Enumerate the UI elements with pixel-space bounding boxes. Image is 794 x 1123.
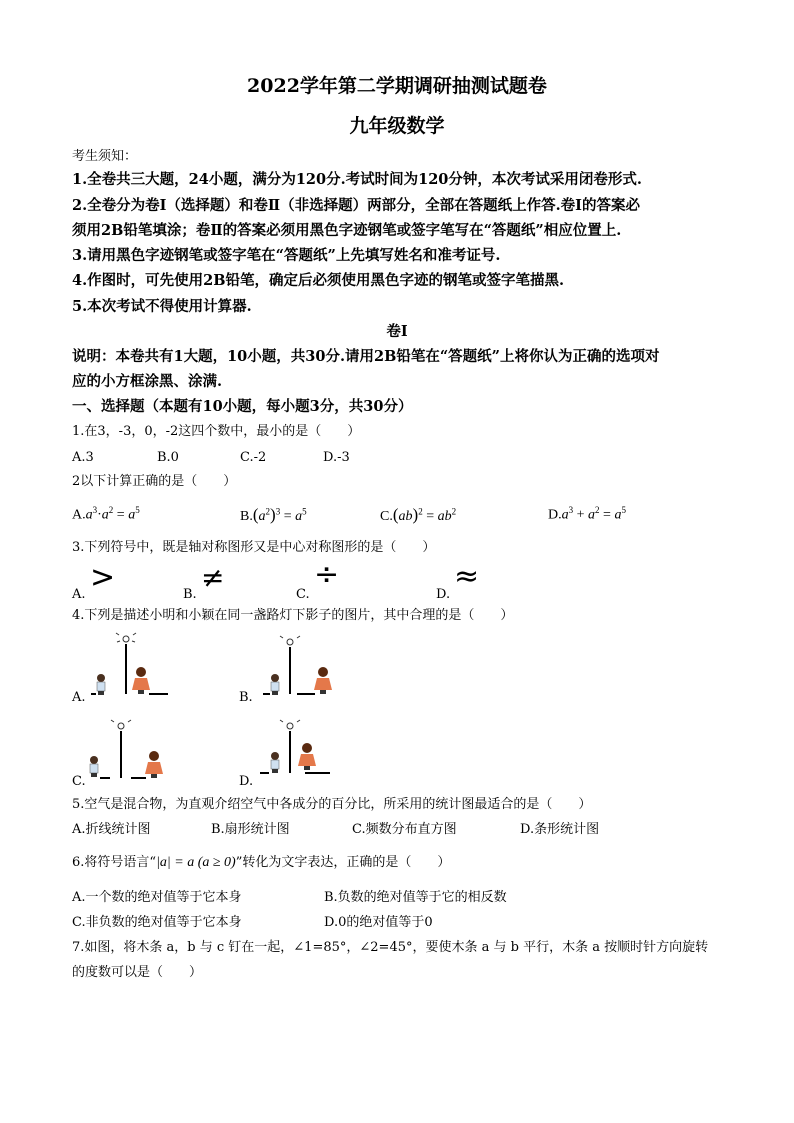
girl-icon <box>145 751 163 778</box>
girl-icon <box>314 667 332 694</box>
q1-option-b: B.0 <box>157 450 179 465</box>
q3-label-c: C. <box>296 587 310 602</box>
q6-option-c: C.非负数的绝对值等于它本身 <box>72 915 242 930</box>
question-6-stem: 6.将符号语言“|a| = a (a ≥ 0)”转化为文字表达，正确的是（ ） <box>72 855 451 870</box>
q5-option-b: B.扇形统计图 <box>211 822 290 837</box>
q4-label-c: C. <box>72 774 86 789</box>
question-2-stem: 2以下计算正确的是（ ） <box>72 474 237 489</box>
question-7-stem: 7.如图，将木条 a，b 与 c 钉在一起，∠1=85°，∠2=45°，要使木条 a 与 b 平行，木条 a 按顺时针方向旋转 <box>72 940 709 955</box>
question-5-stem: 5.空气是混合物，为直观介绍空气中各成分的百分比，所采用的统计图最适合的是（ ） <box>72 797 592 812</box>
q2-option-a: $A.a^3\cdot a^2 = a^5$ <box>72 505 140 523</box>
page-title: 2022学年第二学期调研抽测试题卷 <box>247 75 547 97</box>
girl-icon <box>298 743 316 770</box>
q6-formula: |a| = a (a ≥ 0) <box>156 855 236 870</box>
q1-option-a: A.3 <box>72 450 94 465</box>
q4-label-b: B. <box>239 690 253 705</box>
q4-figure-d <box>255 716 345 786</box>
notice-item: 5.本次考试不得使用计算器. <box>72 298 252 315</box>
lamp-icon <box>280 636 300 694</box>
not-equal-symbol: ≠ <box>201 561 225 594</box>
question-1-stem: 1.在3，-3，0，-2这四个数中，最小的是（ ） <box>72 424 361 439</box>
q3-label-d: D. <box>436 587 451 602</box>
girl-icon <box>132 667 150 694</box>
notice-heading: 考生须知： <box>72 149 138 164</box>
divide-symbol: ÷ <box>314 557 340 592</box>
q4-figure-c <box>86 716 176 786</box>
boy-icon <box>271 674 279 695</box>
lamp-icon <box>111 720 131 778</box>
q6-option-b: B.负数的绝对值等于它的相反数 <box>324 890 507 905</box>
notice-item: 1.全卷共三大题，24小题，满分为120分.考试时间为120分钟，本次考试采用闭卷形式. <box>72 171 642 188</box>
part-title: 一、选择题（本题有10小题，每小题3分，共30分） <box>72 398 413 415</box>
q4-figure-a <box>86 632 176 702</box>
q6-option-a: A.一个数的绝对值等于它本身 <box>72 890 242 905</box>
q3-label-b: B. <box>183 587 197 602</box>
q4-figure-b <box>255 632 345 702</box>
q2-option-b: $B.(a^2)^3 = a^5$ <box>240 505 307 524</box>
boy-icon <box>271 752 279 773</box>
lamp-icon <box>280 720 300 773</box>
greater-than-symbol: > <box>90 560 116 595</box>
notice-item: 须用2B铅笔填涂；卷Ⅱ的答案必须用黑色字迹钢笔或签字笔写在“答题纸”相应位置上. <box>72 222 622 239</box>
q5-option-d: D.条形统计图 <box>520 822 600 837</box>
section-note: 应的小方框涂黑、涂满. <box>72 373 223 390</box>
q1-option-d: D.-3 <box>323 450 350 465</box>
notice-item: 3.请用黑色字迹钢笔或签字笔在“答题纸”上先填写姓名和准考证号. <box>72 247 501 264</box>
q5-option-a: A.折线统计图 <box>72 822 151 837</box>
question-4-stem: 4.下列是描述小明和小颖在同一盏路灯下影子的图片，其中合理的是（ ） <box>72 608 514 623</box>
notice-item: 2.全卷分为卷Ⅰ（选择题）和卷Ⅱ（非选择题）两部分，全部在答题纸上作答.卷Ⅰ的答案必 <box>72 197 640 214</box>
boy-icon <box>97 674 105 695</box>
q4-label-d: D. <box>239 774 254 789</box>
q1-option-c: C.-2 <box>240 450 267 465</box>
section-heading: 卷Ⅰ <box>386 323 408 340</box>
q4-label-a: A. <box>72 690 86 705</box>
lamp-icon <box>116 633 136 694</box>
section-note: 说明：本卷共有1大题，10小题，共30分.请用2B铅笔在“答题纸”上将你认为正确的选项对 <box>72 348 660 365</box>
question-7-stem-cont: 的度数可以是（ ） <box>72 965 203 980</box>
q6-option-d: D.0的绝对值等于0 <box>324 915 433 930</box>
q2-option-c: $C.(ab)^2 = ab^2$ <box>380 505 457 524</box>
q3-label-a: A. <box>72 587 86 602</box>
notice-item: 4.作图时，可先使用2B铅笔，确定后必须使用黑色字迹的钢笔或签字笔描黑. <box>72 272 565 289</box>
q2-option-d: $D.a^3 + a^2 = a^5$ <box>548 505 626 523</box>
approx-symbol: ≈ <box>454 559 480 594</box>
boy-icon <box>90 756 98 777</box>
question-3-stem: 3.下列符号中，既是轴对称图形又是中心对称图形的是（ ） <box>72 540 436 555</box>
q5-option-c: C.频数分布直方图 <box>352 822 457 837</box>
page-subtitle: 九年级数学 <box>349 115 445 137</box>
